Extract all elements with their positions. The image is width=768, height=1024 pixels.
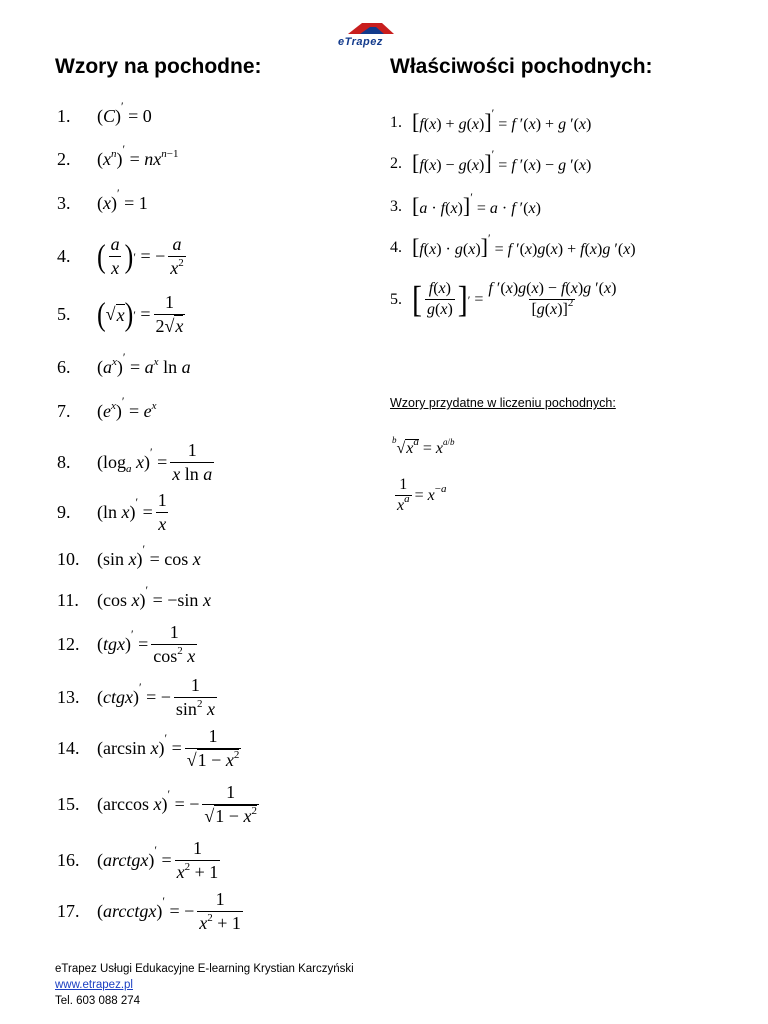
formula-row: 3. (x)′ = 1: [57, 186, 148, 213]
footer-phone: Tel. 603 088 274: [55, 995, 141, 1007]
formula-row: 16. (arctgx)′ = $\frac{1}{x^2 + 1}$: [57, 838, 219, 882]
formula-row: 1. (C)′ = 0: [57, 99, 152, 126]
property-row: 1. [f(x) + g(x)]′ = f ′(x) + g ′(x): [390, 106, 592, 134]
heading-derivative-properties: Właściwości pochodnych:: [390, 55, 653, 78]
property-row: 2. [f(x) − g(x)]′ = f ′(x) − g ′(x): [390, 147, 592, 175]
formula-row: 6. $(a^x)' = a^x$ ln a: [57, 350, 191, 377]
footer: [55, 961, 354, 1009]
formula-row: 14. (arcsin x)′ = $\frac{1}{√1 - x^2}$: [57, 726, 240, 770]
useful-formulas-title: Wzory przydatne w liczeniu pochodnych:: [390, 396, 616, 410]
property-row: 5. [ $\frac{f(x)}{g(x)}$ ] ′ = $\frac{f '(x)g(x) - f(x)g '(x)}{[g(x)]^2}$: [390, 278, 617, 320]
formula-row: 11. (cos x)′ = −sin x: [57, 583, 211, 610]
formula-row: 5. ( √ x ) ′ = $\frac{1}{2√x}$: [57, 292, 184, 336]
reciprocal-power-identity: $\frac{1}{x^a}$ = $x^{-a}$: [397, 476, 447, 514]
formula-row: 12. (tgx)′ = $\frac{1}{\cos^2 x}$: [57, 622, 196, 666]
formula-row: 8. ($\log_a$ x)′ = $\frac{1}{\text{x ln a}}$: [57, 440, 213, 484]
formula-row: 15. (arccos x)′ = − $\frac{1}{√1 - x^2}$: [57, 782, 257, 826]
property-row: 3. [a · f(x)]′ = a · f ′(x): [390, 190, 541, 218]
heading-derivative-formulas: Wzory na pochodne:: [55, 55, 262, 78]
formula-row: 17. (arcctgx)′ = − $\frac{1}{x^2 + 1}$: [57, 889, 241, 933]
property-row: 4. [f(x) · g(x)]′ = f ′(x)g(x) + f(x)g ′(x): [390, 231, 636, 259]
logo-text: eTrapez: [338, 36, 383, 48]
formula-row: 7. $(e^x)' = e^x$: [57, 394, 157, 421]
root-power-identity: $^b√x^a = x^{a/b}$: [392, 435, 455, 457]
formula-row: 10. (sin x)′ = cos x: [57, 542, 201, 569]
formula-row: 13. (ctgx)′ = − $\frac{1}{\sin^2 x}$: [57, 675, 215, 719]
footer-website-link[interactable]: www.etrapez.pl: [55, 979, 133, 991]
formula-row: 4. ( $\frac{a}{x}$ ) ′ = − $\frac{a}{x^2}$: [57, 234, 184, 278]
formula-row: 9. (ln x)′ = $\frac{1}{x}$: [57, 490, 167, 534]
footer-company: eTrapez Usługi Edukacyjne E-learning Krystian Karczyński: [55, 963, 354, 975]
formula-row: 2. $(x^n)' = nx^{n-1}$: [57, 142, 179, 169]
